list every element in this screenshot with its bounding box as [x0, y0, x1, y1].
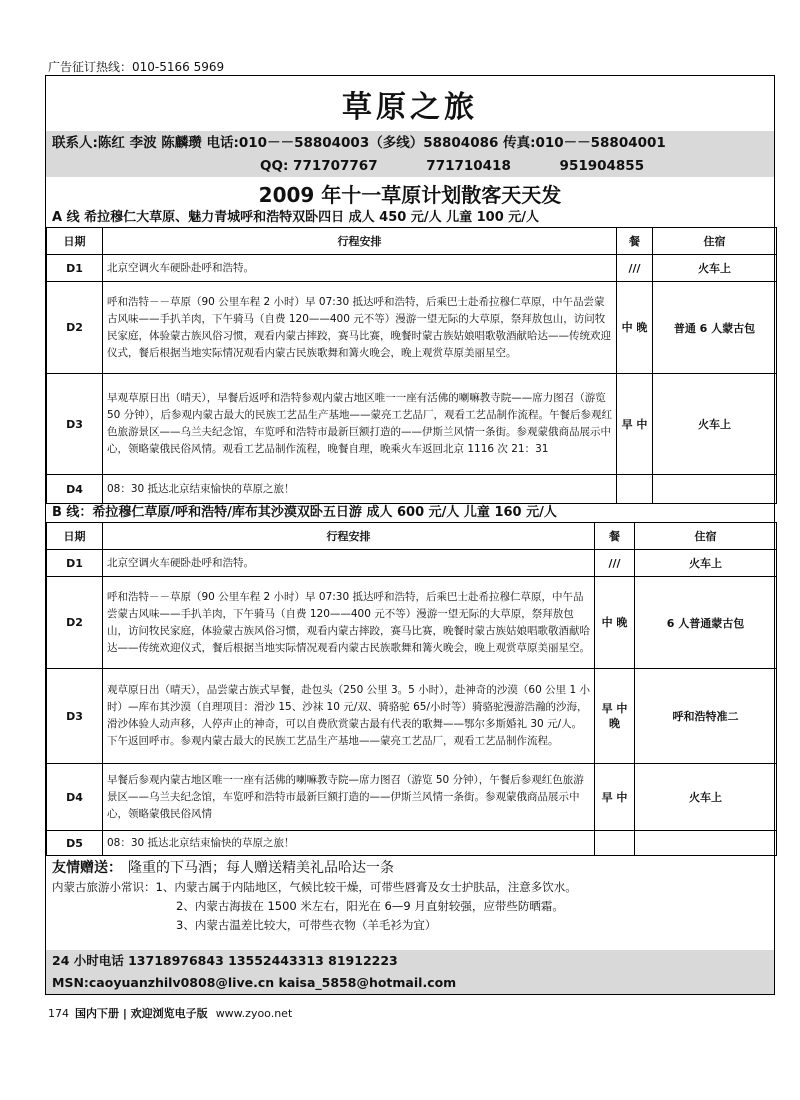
- day-cell: D3: [47, 669, 103, 764]
- lodging-cell: 火车上: [653, 374, 777, 475]
- contact-block: [46, 131, 774, 177]
- promo-headline: 2009 年十一草原计划散客天天发: [258, 182, 562, 207]
- lodging-cell: 呼和浩特准二: [635, 669, 777, 764]
- qq-line: [52, 155, 768, 177]
- lodging-cell: 火车上: [635, 764, 777, 831]
- line-a-table: [46, 227, 777, 504]
- itinerary-cell: 08：30 抵达北京结束愉快的草原之旅！: [103, 475, 617, 504]
- section-label: 国内下册 | 欢迎浏览电子版: [75, 1007, 208, 1020]
- gift-line: [46, 858, 774, 878]
- day-cell: D5: [47, 831, 103, 856]
- table-row: [47, 550, 777, 577]
- itinerary-cell: 北京空调火车硬卧赴呼和浩特。: [103, 255, 617, 282]
- msn-email-line: MSN:caoyuanzhilv0808@live.cn kaisa_5858@hotmail.com: [52, 975, 457, 990]
- table-row: [47, 831, 777, 856]
- header-itinerary: 行程安排: [103, 523, 595, 550]
- header-lodging: 住宿: [635, 523, 777, 550]
- day-cell: D1: [47, 550, 103, 577]
- header-lodging: 住宿: [653, 228, 777, 255]
- brochure-frame: [45, 75, 775, 995]
- lodging-cell: 6 人普通蒙古包: [635, 577, 777, 669]
- header-date: 日期: [47, 228, 103, 255]
- meal-cell: ///: [595, 550, 635, 577]
- meal-cell: 早 中: [617, 374, 653, 475]
- itinerary-cell: 呼和浩特－－草原（90 公里车程 2 小时）早 07:30 抵达呼和浩特，后乘巴士赴希拉穆仁草原，中午品尝蒙古风味——手扒羊肉，下午骑马（自费 120——400 元不等）漫游一望无际的大草原，祭拜敖包山，访问牧民家庭，体验蒙古族风俗习惯，观看内蒙古摔跤，赛马比赛，晚餐时蒙古族姑娘唱歌敬酒献哈达——传统欢迎仪式，餐后根据当地实际情况观看内蒙古民族歌舞和篝火晚会，晚上观赏草原美丽星空。: [103, 577, 595, 669]
- day-cell: D3: [47, 374, 103, 475]
- lodging-cell: [653, 475, 777, 504]
- lodging-cell: [635, 831, 777, 856]
- meal-cell: 中 晚: [595, 577, 635, 669]
- header-meal: 餐: [595, 523, 635, 550]
- itinerary-cell: 北京空调火车硬卧赴呼和浩特。: [103, 550, 595, 577]
- day-cell: D4: [47, 764, 103, 831]
- line-b-table: [46, 522, 777, 856]
- itinerary-cell: 08：30 抵达北京结束愉快的草原之旅！: [103, 831, 595, 856]
- itinerary-cell: 呼和浩特－－草原（90 公里车程 2 小时）早 07:30 抵达呼和浩特，后乘巴士赴希拉穆仁草原，中午品尝蒙古风味——手扒羊肉，下午骑马（自费 120——400 元不等）漫游一望无际的大草原，祭拜敖包山，访问牧民家庭，体验蒙古族风俗习惯，观看内蒙古摔跤，赛马比赛，晚餐时蒙古族姑娘唱歌敬酒献哈达——传统欢迎仪式，餐后根据当地实际情况观看内蒙古民族歌舞和篝火晚会，晚上观赏草原美丽星空。: [103, 282, 617, 374]
- lodging-cell: 普通 6 人蒙古包: [653, 282, 777, 374]
- meal-cell: ///: [617, 255, 653, 282]
- tip-item: 3、内蒙古温差比较大，可带些衣物（羊毛衫为宜）: [176, 918, 437, 932]
- header-itinerary: 行程安排: [103, 228, 617, 255]
- contact-footer-block: [46, 950, 774, 994]
- meal-cell: 早 中: [595, 764, 635, 831]
- gift-text: 隆重的下马酒；每人赠送精美礼品哈达一条: [128, 860, 394, 876]
- lodging-cell: 火车上: [653, 255, 777, 282]
- meal-cell: [595, 831, 635, 856]
- line-a-title: A 线 希拉穆仁大草原、魅力青城呼和浩特双卧四日 成人 450 元/人 儿童 100 元/人: [52, 210, 540, 225]
- table-row: [47, 374, 777, 475]
- ad-hotline: 广告征订热线：010-5166 5969: [48, 60, 225, 74]
- page-number: 174: [48, 1007, 69, 1020]
- website-url: www.zyoo.net: [215, 1007, 293, 1020]
- itinerary-cell: 早餐后参观内蒙古地区唯一一座有活佛的喇嘛教寺院—席力图召（游览 50 分钟），午餐后参观红色旅游景区——乌兰夫纪念馆，车览呼和浩特市最新巨额打造的——伊斯兰风情一条街。参观蒙俄商品展示中心，领略蒙俄民俗风情: [103, 764, 595, 831]
- contact-line: 联系人:陈红 李波 陈麟瓒 电话:010－－58804003（多线）58804086 传真:010－－58804001: [52, 135, 666, 151]
- table-header-row: [47, 523, 777, 550]
- table-header-row: [47, 228, 777, 255]
- lodging-cell: 火车上: [635, 550, 777, 577]
- meal-cell: 早 中 晚: [595, 669, 635, 764]
- table-row: [47, 669, 777, 764]
- meal-cell: 中 晚: [617, 282, 653, 374]
- page-title: 草原之旅: [342, 89, 478, 125]
- day-cell: D2: [47, 282, 103, 374]
- header-date: 日期: [47, 523, 103, 550]
- itinerary-cell: 早观草原日出（晴天），早餐后返呼和浩特参观内蒙古地区唯一一座有活佛的喇嘛教寺院——席力图召（游览 50 分钟），后参观内蒙古最大的民族工艺品生产基地——蒙亮工艺品厂，观看工艺品制作流程。午餐后参观红色旅游景区——乌兰夫纪念馆，车览呼和浩特市最新巨额打造的——伊斯兰风情一条街。参观蒙俄商品展示中心，领略蒙俄民俗风情。观看工艺品制作流程，晚餐自理，晚乘火车返回北京 1116 次 21：31: [103, 374, 617, 475]
- table-row: [47, 255, 777, 282]
- itinerary-cell: 观草原日出（晴天），品尝蒙古族式早餐，赴包头（250 公里 3。5 小时），赴神奇的沙漠（60 公里 1 小时）—库布其沙漠（自理项目：滑沙 15、沙袜 10 元/双、骑骆驼 65/小时等）骑骆驼漫游浩瀚的沙海，滑沙体验人动声移，人停声止的神奇，可以自费欣赏蒙古最有代表的歌舞——鄂尔多斯婚礼 30 元/人。下午返回呼市。参观内蒙古最大的民族工艺品生产基地——蒙亮工艺品厂，观看工艺品制作流程。: [103, 669, 595, 764]
- day-cell: D2: [47, 577, 103, 669]
- tip-item: 2、内蒙古海拔在 1500 米左右，阳光在 6—9 月直射较强，应带些防晒霜。: [176, 899, 564, 913]
- qq-number-2: 771710418: [426, 158, 511, 174]
- day-cell: D1: [47, 255, 103, 282]
- page-footer: [48, 1005, 292, 1021]
- qq-number-1: QQ: 771707767: [260, 158, 378, 174]
- table-row: [47, 764, 777, 831]
- qq-number-3: 951904855: [559, 158, 645, 174]
- hotline-24h: 24 小时电话 13718976843 13552443313 81912223: [52, 953, 398, 968]
- meal-cell: [617, 475, 653, 504]
- tip-item: 内蒙古旅游小常识：1、内蒙古属于内陆地区，气候比较干燥，可带些唇膏及女士护肤品，注意多饮水。: [52, 880, 577, 894]
- line-b-title: B 线：希拉穆仁草原/呼和浩特/库布其沙漠双卧五日游 成人 600 元/人 儿童 160 元/人: [52, 505, 557, 520]
- travel-tips: [46, 878, 774, 935]
- day-cell: D4: [47, 475, 103, 504]
- table-row: [47, 282, 777, 374]
- table-row: [47, 577, 777, 669]
- table-row: [47, 475, 777, 504]
- header-meal: 餐: [617, 228, 653, 255]
- gift-label: 友情赠送：: [52, 860, 122, 876]
